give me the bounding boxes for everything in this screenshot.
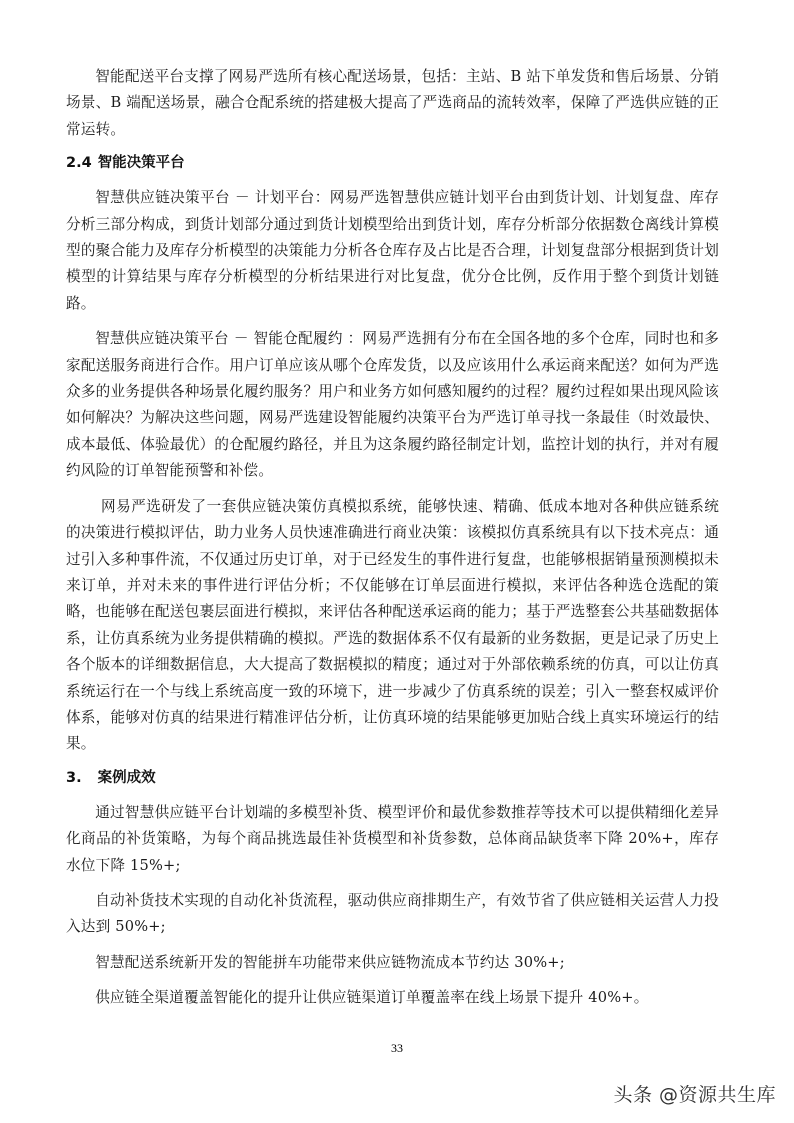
section-number: 3. (66, 769, 82, 786)
paragraph-result-channel: 供应链全渠道覆盖智能化的提升让供应链渠道订单覆盖率在线上场景下提升 40%+。 (95, 989, 649, 1007)
watermark: 头条 @资源共生库 (613, 1084, 776, 1106)
paragraph-result-replenishment: 通过智慧供应链平台计划端的多模型补货、模型评价和最优参数推荐等技术可以提供精细化差异化商品的补货策略，为每个商品挑选最佳补货模型和补货参数，总体商品缺货率下降 20%+，库存水位下降 15%+; (66, 803, 719, 874)
section-title: 案例成效 (97, 769, 156, 786)
paragraph-planning-platform: 智慧供应链决策平台 － 计划平台：网易严选智慧供应链计划平台由到货计划、计划复盘、库存分析三部分构成，到货计划部分通过到货计划模型给出到货计划，库存分析部分依据数仓离线计算模型的聚合能力及库存分析模型的决策能力分析各仓库存及占比是否合理，计划复盘部分根据到货计划模型的计算结果与库存分析模型的分析结果进行对比复盘，优分仓比例，反作用于整个到货计划链路。 (66, 189, 719, 312)
paragraph-simulation-system: 网易严选研发了一套供应链决策仿真模拟系统，能够快速、精确、低成本地对各种供应链系统的决策进行模拟评估，助力业务人员快速准确进行商业决策：该模拟仿真系统具有以下技术亮点：通过引入多种事件流，不仅通过历史订单，对于已经发生的事件进行复盘，也能够根据销量预测模拟未来订单，并对未来的事件进行评估分析；不仅能够在订单层面进行模拟，来评估各种选仓选配的策略，也能够在配送包裹层面进行模拟，来评估各种配送承运商的能力；基于严选整套公共基础数据体系，让仿真系统为业务提供精确的模拟。严选的数据体系不仅有最新的业务数据，更是记录了历史上各个版本的详细数据信息，大大提高了数据模拟的精度；通过对于外部依赖系统的仿真，可以让仿真系统运行在一个与线上系统高度一致的环境下，进一步减少了仿真系统的误差；引入一整套权威评价体系，能够对仿真的结果进行精准评估分析，让仿真环境的结果能够更加贴合线上真实环境运行的结果。 (66, 497, 719, 753)
section-heading-3 (66, 767, 719, 789)
paragraph-result-automation: 自动补货技术实现的自动化补货流程，驱动供应商排期生产，有效节省了供应链相关运营人力投入达到 50%+; (66, 891, 719, 936)
paragraph-result-carpool: 智慧配送系统新开发的智能拼车功能带来供应链物流成本节约达 30%+; (95, 953, 565, 971)
document-page (66, 64, 719, 1021)
page-number: 33 (391, 1041, 403, 1055)
paragraph-fulfillment: 智慧供应链决策平台 － 智能仓配履约 ：网易严选拥有分布在全国各地的多个仓库，同时也和多家配送服务商进行合作。用户订单应该从哪个仓库发货，以及应该用什么承运商来配送？如何为严选众多的业务提供各种场景化履约服务？用户和业务方如何感知履约的过程？履约过程如果出现风险该如何解决？为解决这些问题，网易严选建设智能履约决策平台为严选订单寻找一条最佳（时效最快、成本最低、体验最优）的仓配履约路径，并且为这条履约路径制定计划，监控计划的执行，并对有履约风险的订单智能预警和补偿。 (66, 330, 719, 480)
intro-paragraph: 智能配送平台支撑了网易严选所有核心配送场景，包括：主站、B 站下单发货和售后场景、分销场景、B 端配送场景，融合仓配系统的搭建极大提高了严选商品的流转效率，保障了严选供应链的正常运转。 (66, 68, 719, 138)
section-number: 2.4 (66, 155, 92, 172)
section-heading-2-4 (66, 152, 719, 174)
section-title: 智能决策平台 (97, 155, 185, 172)
